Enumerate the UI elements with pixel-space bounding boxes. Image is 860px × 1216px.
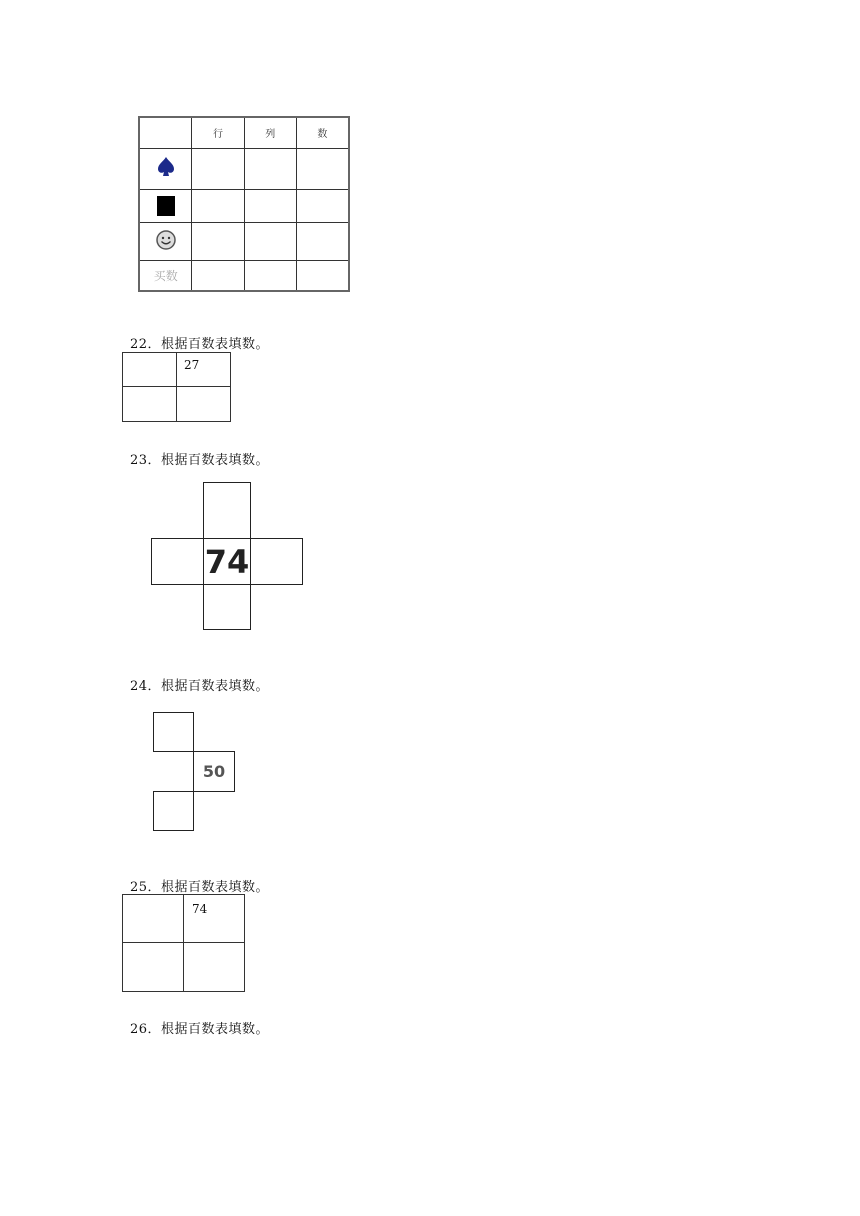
answer-cell-bottom[interactable] (203, 584, 251, 630)
answer-cell[interactable] (123, 353, 177, 387)
given-number: 50 (202, 762, 226, 781)
given-number-cell (184, 895, 245, 943)
answer-cell-top[interactable] (203, 482, 251, 539)
question-25-grid (122, 894, 245, 992)
answer-cell-left[interactable] (151, 538, 204, 585)
header-column: 列 (244, 117, 296, 148)
answer-cell[interactable] (123, 895, 184, 943)
answer-cell[interactable] (296, 260, 349, 291)
answer-cell[interactable] (244, 222, 296, 260)
smiley-face-icon (139, 222, 192, 260)
answer-cell-right[interactable] (250, 538, 303, 585)
header-row: 行 (192, 117, 244, 148)
answer-cell[interactable] (192, 222, 244, 260)
spade-icon (139, 148, 192, 189)
given-number-cell (203, 538, 251, 585)
answer-cell[interactable] (244, 148, 296, 189)
header-blank (139, 117, 192, 148)
answer-cell[interactable] (296, 148, 349, 189)
answer-cell[interactable] (296, 222, 349, 260)
given-number-cell (193, 751, 235, 792)
answer-cell-top-left[interactable] (153, 712, 194, 752)
answer-cell[interactable] (123, 387, 177, 422)
black-square-icon (139, 189, 192, 222)
answer-cell[interactable] (244, 260, 296, 291)
answer-cell[interactable] (192, 189, 244, 222)
answer-cell[interactable] (192, 148, 244, 189)
question-25-text: 25．根据百数表填数。 (130, 880, 270, 895)
question-22-text: 22．根据百数表填数。 (130, 337, 270, 352)
answer-cell[interactable] (244, 189, 296, 222)
stamp-text-icon: 买数 (139, 260, 192, 291)
answer-cell[interactable] (184, 943, 245, 992)
question-22-grid (122, 352, 231, 422)
question-23-text: 23．根据百数表填数。 (130, 453, 270, 468)
answer-cell[interactable] (177, 387, 231, 422)
question-24-text: 24．根据百数表填数。 (130, 679, 270, 694)
given-number: 74 (192, 902, 208, 916)
row-column-table (138, 116, 350, 292)
answer-cell[interactable] (123, 943, 184, 992)
answer-cell[interactable] (192, 260, 244, 291)
header-number: 数 (296, 117, 349, 148)
answer-cell[interactable] (296, 189, 349, 222)
given-number-cell (177, 353, 231, 387)
given-number: 27 (184, 358, 200, 372)
answer-cell-bottom-left[interactable] (153, 791, 194, 831)
given-number: 74 (204, 542, 250, 581)
question-26-text: 26．根据百数表填数。 (130, 1022, 270, 1037)
